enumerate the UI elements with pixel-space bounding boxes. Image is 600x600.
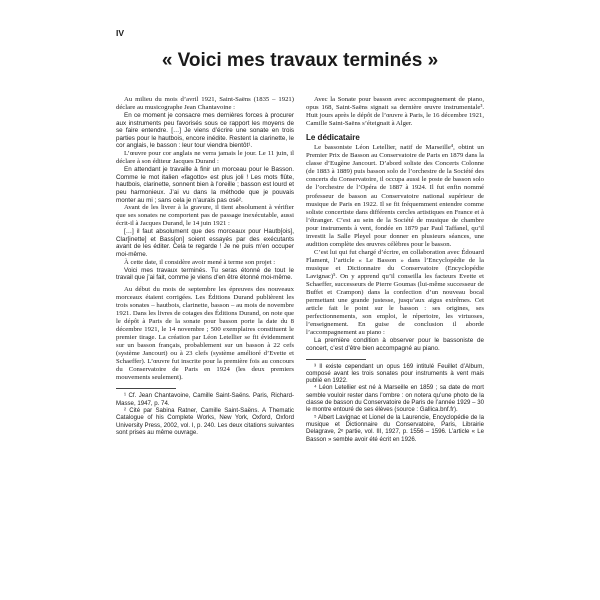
block-quote: […] il faut absolument que des morceaux pour Hautb[ois], Clar[inette] et Bass[on] soient essayés par des exécutants avant de les éditer. Cela te regarde ! Je ne puis m’en occuper moi-même. (116, 228, 294, 259)
left-column (116, 96, 294, 436)
footnote-divider (306, 359, 366, 360)
paragraph: Le bassoniste Léon Letellier, natif de Marseille⁴, obtint un Premier Prix de Basson au Conservatoire de Paris en 1879 dans la classe d’Eugène Jancourt. D’abord soliste des Concerts Colonne (de 1883 à 1889) puis basson solo de l’orchestre de la Société des concerts du Conservatoire, il occupa aussi le poste de basson solo de l’orchestre de l’Opéra de 1887 à 1924. Il fut enfin nommé professeur de basson au Conservatoire national supérieur de musique de Paris en 1922. Il se fit fréquemment entendre comme soliste concertiste dans différents cercles artistiques en France et à l’étranger. C’est au sein de la Société de musique de chambre pour instruments à vent, fondée en 1879 par Paul Taffanel, qu’il investit la Salle Pleyel pour donner en plusieurs séances, une audition complète des œuvres célèbres pour le basson. (306, 144, 484, 248)
paragraph: L’œuvre pour cor anglais ne verra jamais le jour. Le 11 juin, il déclare à son éditeur Jacques Durand : (116, 150, 294, 166)
block-quote: Voici mes travaux terminés. Tu seras étonné de tout le travail que j’ai fait, comme je viens d’en être étonné moi-même. (116, 266, 294, 282)
footnote: ⁵ Albert Lavignac et Lionel de la Laurencie, Encyclopédie de la musique et Dictionnaire du Conservatoire, Paris, Librairie Delagrave, 2ᵉ partie, vol. III, 1927, p. 1556 – 1596. L’article « Le Basson » semble avoir été écrit en 1926. (306, 413, 484, 443)
paragraph: À cette date, il considère avoir mené à terme son projet : (124, 258, 276, 266)
paragraph: Au milieu du mois d’avril 1921, Saint-Saëns (1835 – 1921) déclare au musicographe Jean Chantavoine : (116, 96, 294, 112)
footnote: ¹ Cf. Jean Chantavoine, Camille Saint-Saëns. Paris, Richard-Masse, 1947, p. 74. (116, 392, 294, 407)
footnote: ² Cité par Sabina Ratner, Camille Saint-Saëns. A Thematic Catalogue of his Complete Works, New York, Oxford, Oxford University Press, 2002, vol. I, p. 240. Les deux citations suivantes sont prises au même ouvrage. (116, 407, 294, 436)
block-quote: En ce moment je consacre mes dernières forces à procurer aux instruments peu favorisés sous ce rapport les moyens de se faire entendre. […] Je viens d’écrire une sonate en trois parties pour le hautbois, encore inédite. Restent la clarinette, le cor anglais, le basson : leur tour viendra bientôt¹. (116, 112, 294, 150)
paragraph: C’est lui qui fut chargé d’écrire, en collaboration avec Édouard Flament, l’article « Le Basson » dans l’Encyclopédie de la musique et Dictionnaire du Conservatoire (Encyclopédie Lavignac)⁵. On y apprend qu’il conseilla les facteurs Evette et Schaeffer, successeurs de Pierre Goumas (lui-même successeur de Buffet et Crampon) dans la confection d’un nouveau bocal permettant une grande justesse, jusqu’aux aigus extrêmes. Cet article fait le point sur le basson : ses origines, ses perfectionnements, son emploi, le répertoire, les virtuoses, l’enseignement. En guise de conclusion il aborde l’accompagnement au piano : (306, 248, 484, 337)
paragraph: Au début du mois de septembre les épreuves des nouveaux morceaux étaient corrigées. Les Éditions Durand publièrent les trois sonates – hautbois, clarinette, basson – au mois de novembre 1921. Dans les livres de cotages des Éditions Durand, on note que le dépôt à Paris de la sonate pour basson porte la date du 8 décembre 1921, le 14 novembre ; 500 exemplaires constituent le premier tirage. La création par Léon Letellier se fit évidemment sur un basson français, probablement sur un basson à 22 cefs (système Jancourt) ou à 23 clefs (système amélioré d’Evette et Schaeffer). L’œuvre fut inscrite pour la première fois au concours du Conservatoire de Paris en 1924 (les deux premiers mouvements seulement). (116, 285, 294, 382)
paragraph: Avec la Sonate pour basson avec accompagnement de piano, opus 168, Saint-Saëns signait sa dernière œuvre instrumentale³. Huit jours après le dépôt de l’œuvre à Paris, le 16 décembre 1921, Camille Saint-Saëns s’éteignait à Alger. (306, 96, 484, 128)
page-title: « Voici mes travaux terminés » (161, 50, 439, 71)
page-number: IV (116, 28, 125, 38)
block-quote: La première condition à observer pour le bassoniste de concert, c’est d’être bien accompagné au piano. (306, 337, 484, 352)
block-quote: En attendant je travaille à finir un morceau pour le Basson. Comme le mot italien «fagotto» est plus joli ! Les mots flûte, hautbois, clarinette, sonnent bien à l’oreille ; basson est lourd et peu harmonieux. J’ai vu dans la méthode que je pouvais monter au mi ; sans cela je n’aurais pas osé². (116, 166, 294, 204)
section-heading: Le dédicataire (306, 133, 360, 143)
footnote: ⁴ Léon Letellier est né à Marseille en 1859 ; sa date de mort semble vouloir rester dans l’ombre : on notera qu’une photo de la classe de basson du Conservatoire de Paris de l’année 1929 – 30 le montre entouré de ses élèves (source : Gallica.bnf.fr). (306, 384, 484, 414)
right-column (306, 96, 484, 443)
footnote: ³ Il existe cependant un opus 169 intitulé Feuillet d’Album, composé avant les trois sonates pour instruments à vent mais publié en 1922. (306, 362, 484, 385)
paragraph: Avant de les livrer à la gravure, il tient absolument à vérifier que ses sonates ne comportent pas de passage inexécutable, aussi écrit-il à Jacques Durand, le 14 juin 1921 : (116, 204, 294, 228)
footnote-divider (116, 388, 176, 389)
